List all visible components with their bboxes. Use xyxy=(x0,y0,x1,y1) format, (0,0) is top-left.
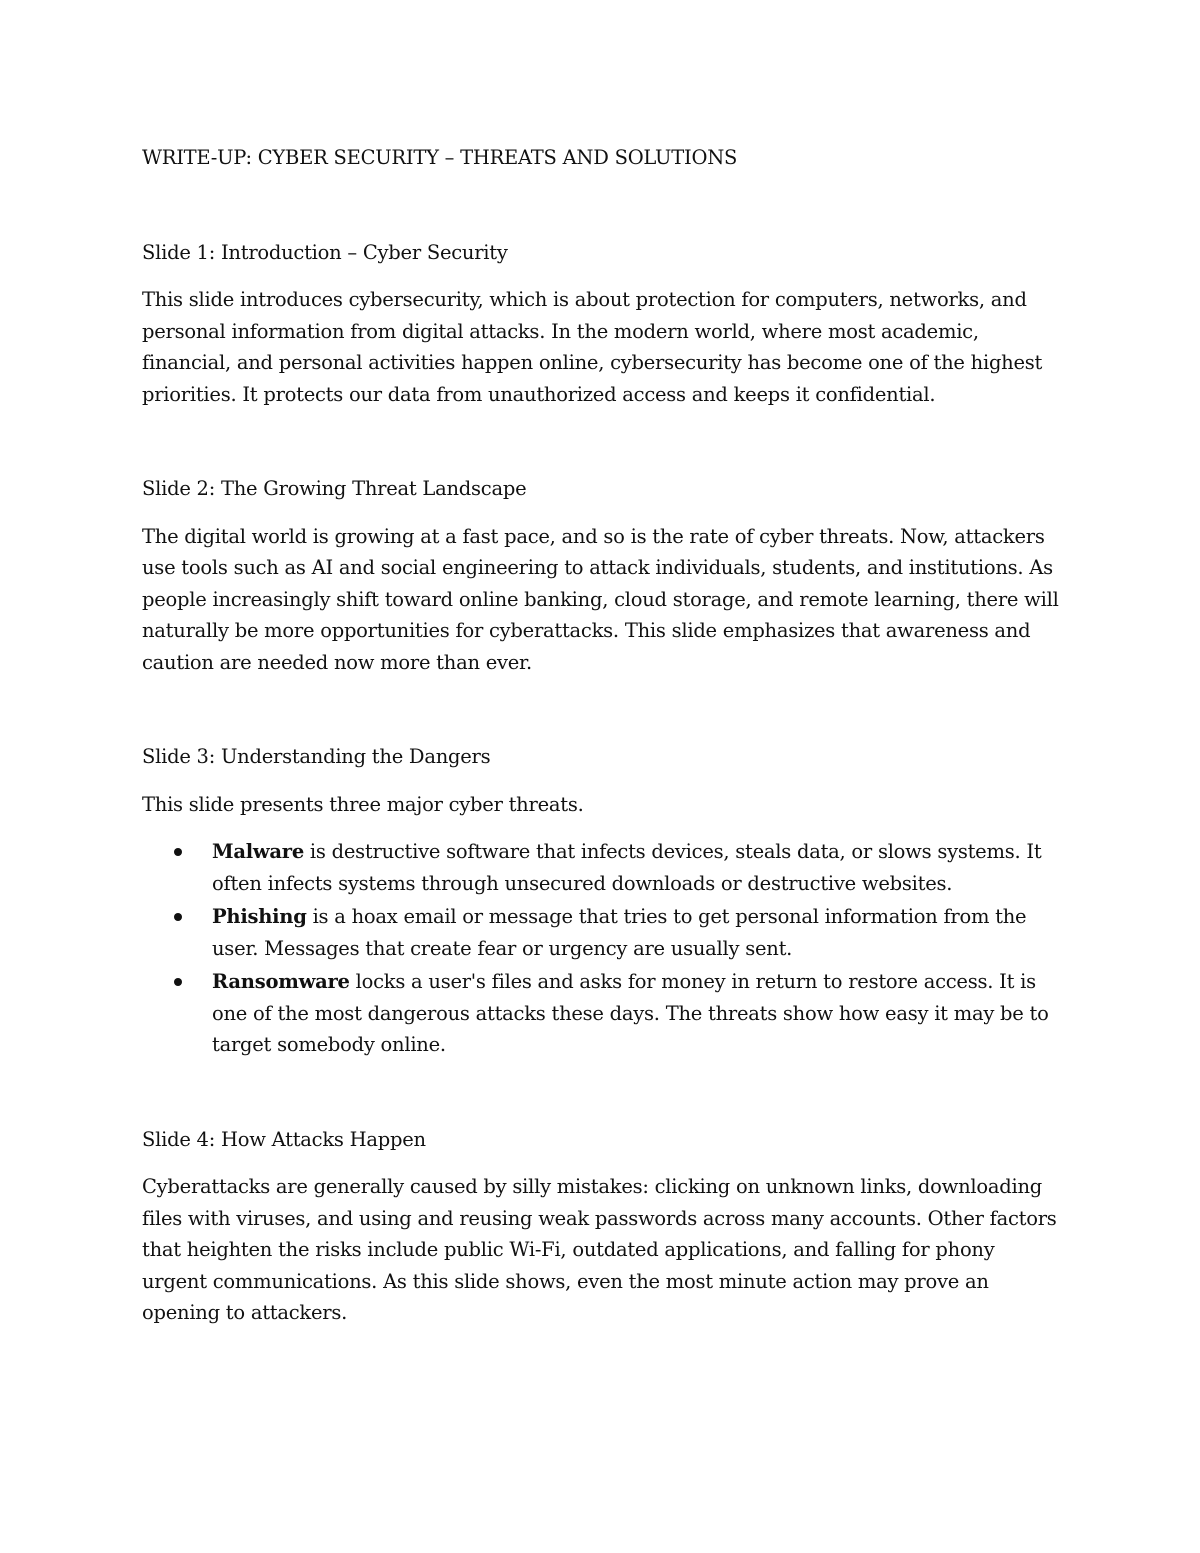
slide-4-section xyxy=(142,1124,1062,1329)
threat-description-phishing: is a hoax email or message that tries to get personal information from the user. Messages that create fear or urgency are usually sent. xyxy=(212,905,1027,960)
threat-term-malware: Malware xyxy=(212,840,304,863)
slide-2-paragraph: The digital world is growing at a fast pace, and so is the rate of cyber threats. Now, attackers use tools such as AI and social engineering to attack individuals, students, and institutions. As people increasingly shift toward online banking, cloud storage, and remote learning, there will naturally be more opportunities for cyberattacks. This slide emphasizes that awareness and caution are needed now more than ever. xyxy=(142,524,1059,674)
threat-term-ransomware: Ransomware xyxy=(212,970,350,993)
slide-4-paragraph: Cyberattacks are generally caused by silly mistakes: clicking on unknown links, downloading files with viruses, and using and reusing weak passwords across many accounts. Other factors that heighten the risks include public Wi-Fi, outdated applications, and falling for phony urgent communications. As this slide shows, even the most minute action may prove an opening to attackers. xyxy=(142,1175,1057,1324)
slide-1-section xyxy=(142,237,1062,411)
bullet-dot-icon xyxy=(174,848,182,856)
bullet-dot-icon xyxy=(174,978,182,986)
slide-4-heading: Slide 4: How Attacks Happen xyxy=(142,1127,426,1151)
document-title: WRITE-UP: CYBER SECURITY – THREATS AND SOLUTIONS xyxy=(142,146,738,169)
threat-description-malware: is destructive software that infects devices, steals data, or slows systems. It often infects systems through unsecured downloads or destructive websites. xyxy=(212,840,1042,895)
slide-3-section xyxy=(142,741,1062,1061)
threat-list-item-ransomware xyxy=(212,966,1062,1061)
slide-3-heading: Slide 3: Understanding the Dangers xyxy=(142,745,491,768)
bullet-dot-icon xyxy=(174,913,182,921)
slide-1-heading: Slide 1: Introduction – Cyber Security xyxy=(142,240,508,264)
slide-1-paragraph: This slide introduces cybersecurity, which is about protection for computers, networks, and personal information from digital attacks. In the modern world, where most academic, financial, and personal activities happen online, cybersecurity has become one of the highest priorities. It protects our data from unauthorized access and keeps it confidential. xyxy=(142,288,1043,406)
threat-term-phishing: Phishing xyxy=(212,905,307,928)
threat-description-ransomware: locks a user's files and asks for money in return to restore access. It is one of the most dangerous attacks these days. The threats show how easy it may be to target somebody online. xyxy=(212,970,1049,1056)
threat-list xyxy=(142,836,1062,1061)
slide-3-paragraph: This slide presents three major cyber threats. xyxy=(142,792,584,816)
slide-2-heading: Slide 2: The Growing Threat Landscape xyxy=(142,477,527,500)
document-body xyxy=(142,142,1062,1392)
threat-list-item-phishing xyxy=(212,901,1062,964)
threat-list-item-malware xyxy=(212,836,1062,899)
slide-2-section xyxy=(142,473,1062,678)
